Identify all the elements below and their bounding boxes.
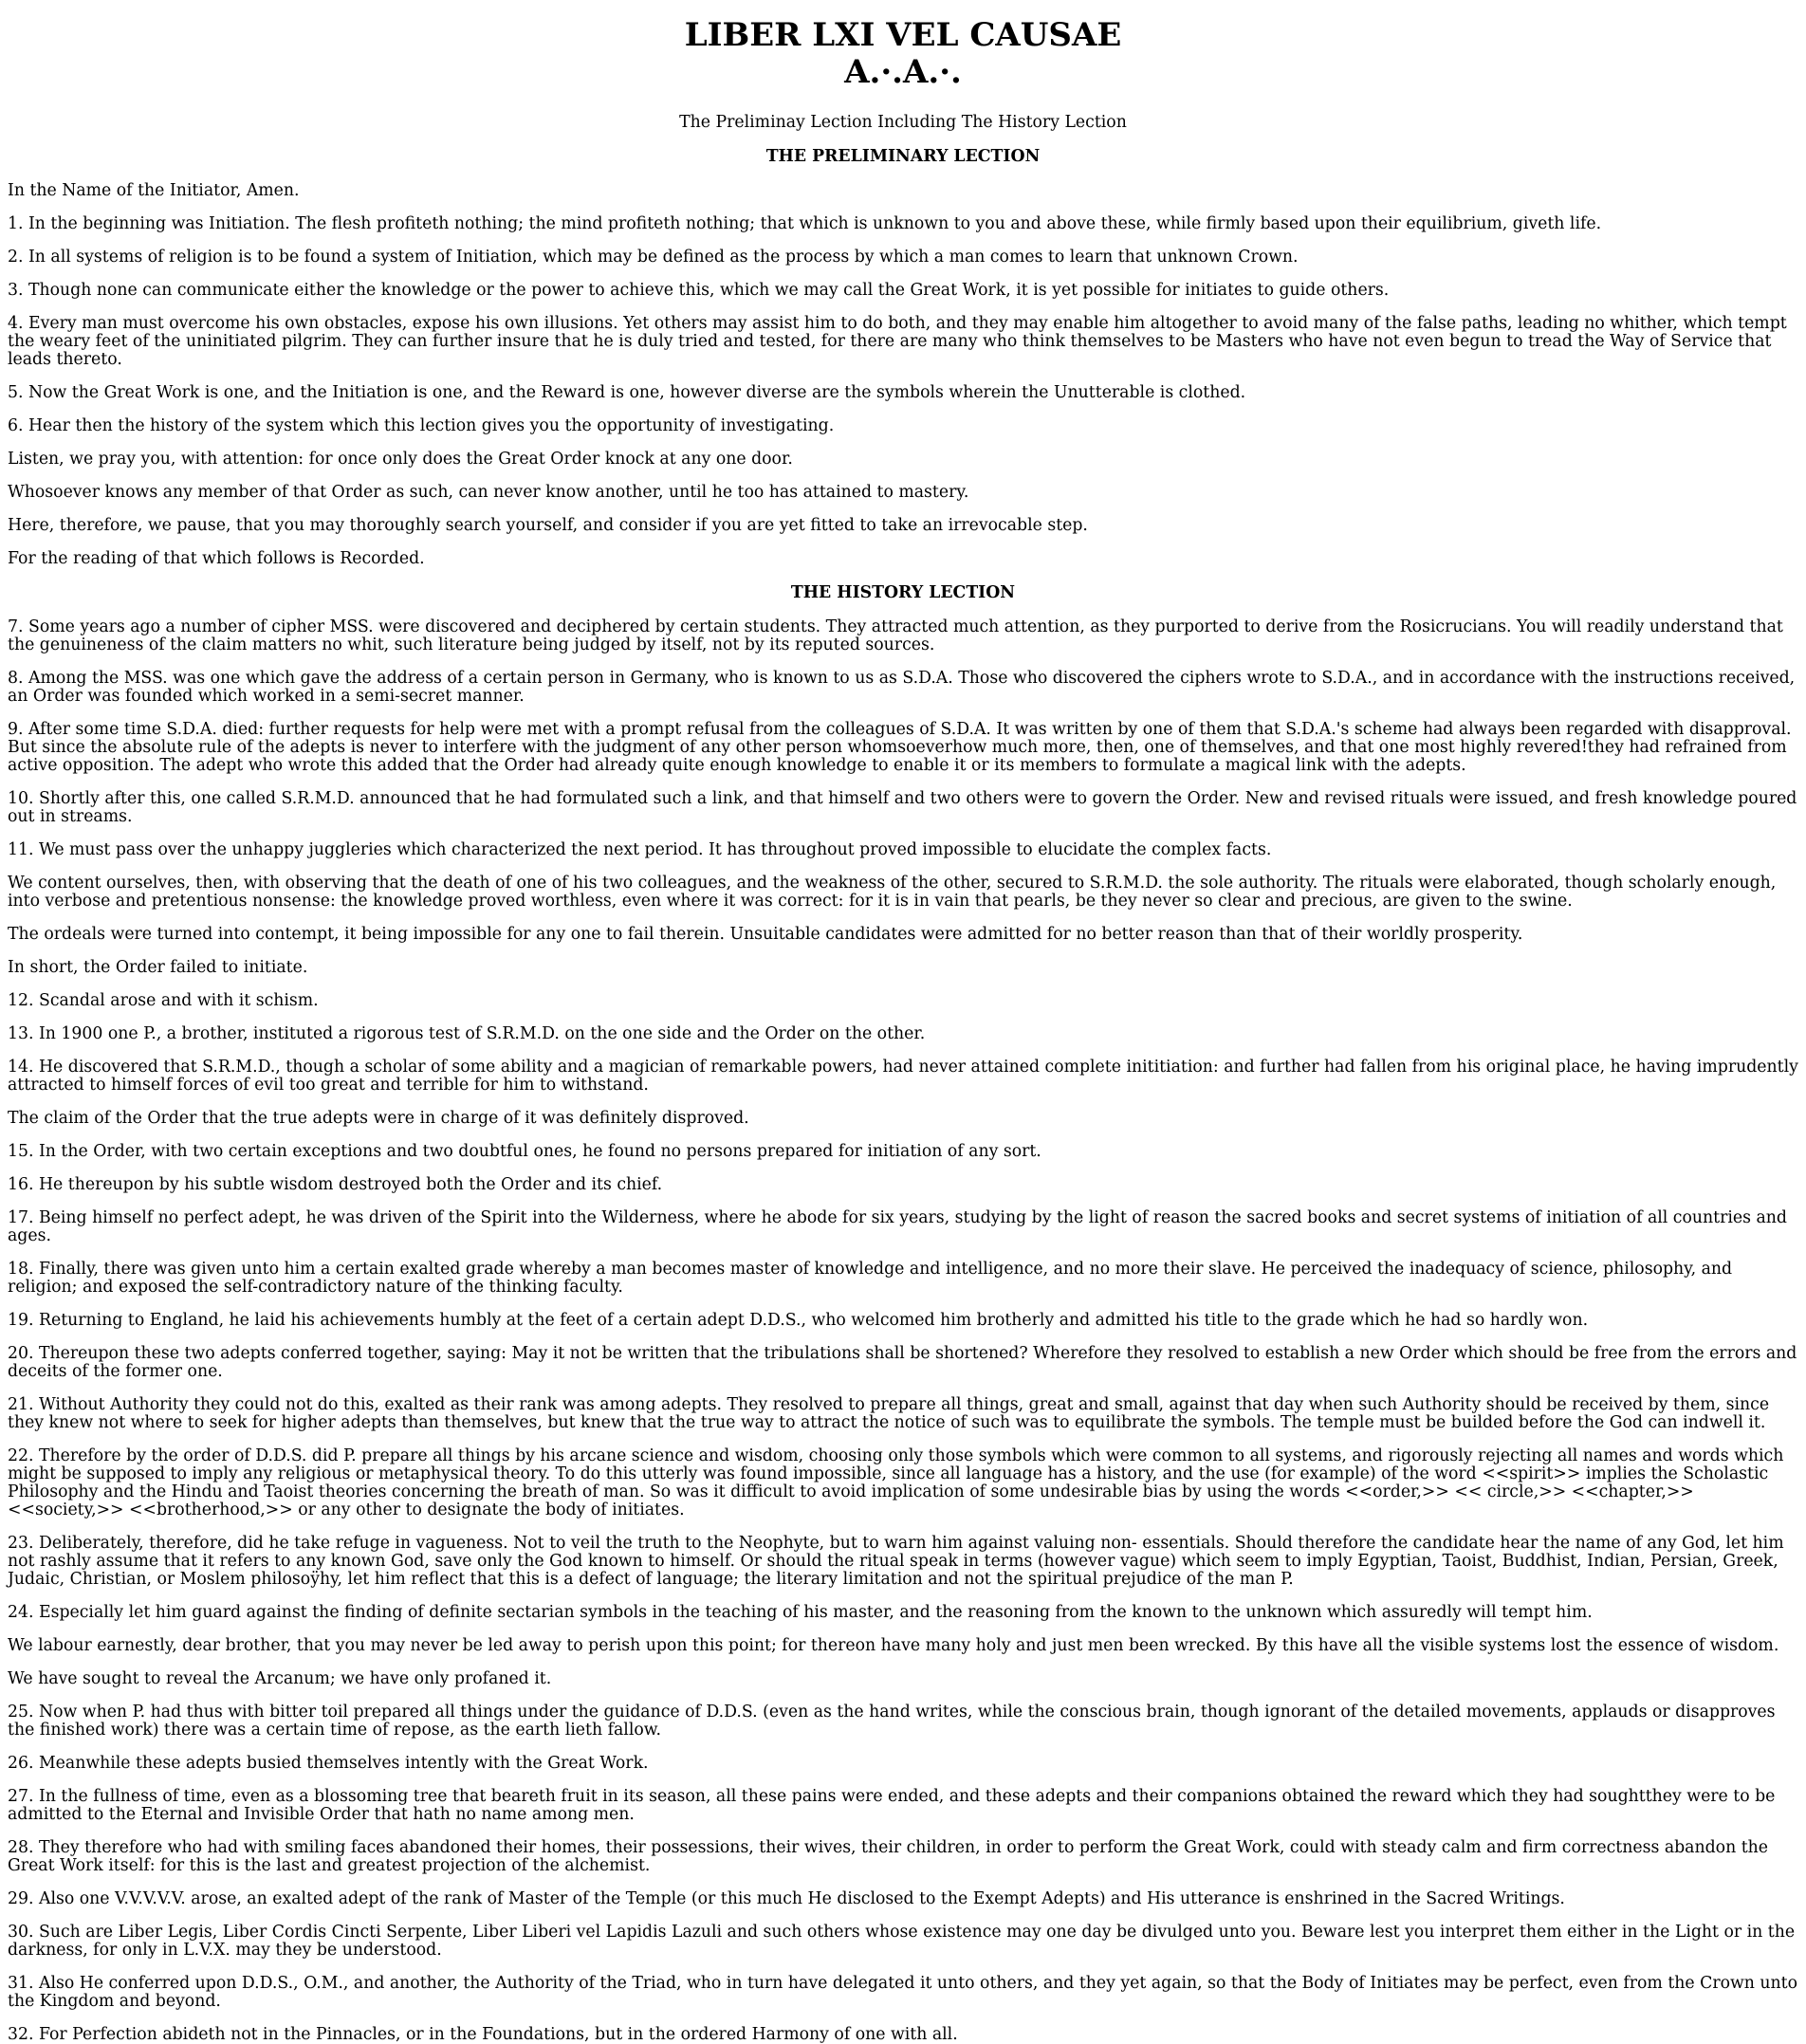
paragraph: 30. Such are Liber Legis, Liber Cordis Cincti Serpente, Liber Liberi vel Lapidis Lazuli and such others whose existence may one day be divulged unto you. Beware lest you interpret them either in the Light or in the darkness, for only in L.V.X. may they be understood.: [8, 1923, 1796, 1960]
paragraph: 2. In all systems of religion is to be found a system of Initiation, which may be defined as the process by which a man comes to learn that unknown Crown.: [8, 248, 1299, 267]
paragraph: 23. Deliberately, therefore, did he take refuge in vagueness. Not to veil the truth to the Neophyte, but to warn him against valuing non- essentials. Should therefore the candidate hear the name of any God, let him not rashly assume that it refers to any known God, save only the God known to himself. Or should the ritual speak in terms (however vague) which seem to imply Egyptian, Taoist, Buddhist, Indian, Persian, Greek, Judaic, Christian, or Moslem philosoÿhy, let him reflect that this is a defect of language; the literary limitation and not the spiritual prejudice of the man P.: [8, 1534, 1784, 1589]
history-lection-body: [8, 618, 1798, 2044]
paragraph: 21. Without Authority they could not do this, exalted as their rank was among adepts. They resolved to prepare all things, great and small, against that day when such Authority should be received by them, since they knew not where to seek for higher adepts than themselves, but knew that the true way to attract the notice of such was to equilibrate the symbols. The temple must be builded before the God can indwell it.: [8, 1395, 1770, 1432]
paragraph: The ordeals were turned into contempt, it being impossible for any one to fail therein. Unsuitable candidates were admitted for no better reason than that of their worldly prosperity.: [8, 925, 1523, 944]
paragraph: 31. Also He conferred upon D.D.S., O.M., and another, the Authority of the Triad, who in turn have delegated it unto others, and they yet again, so that the Body of Initiates may be perfect, even from the Crown unto the Kingdom and beyond.: [8, 1974, 1798, 2011]
paragraph: 20. Thereupon these two adepts conferred together, saying: May it not be written that the tribulations shall be shortened? Wherefore they resolved to establish a new Order which should be free from the errors and deceits of the former one.: [8, 1344, 1797, 1381]
title-line-1: LIBER LXI VEL CAUSAE: [684, 16, 1122, 54]
paragraph: 9. After some time S.D.A. died: further requests for help were met with a prompt refusal from the colleagues of S.D.A. It was written by one of them that S.D.A.'s scheme had always been regarded with disapproval. But since the absolute rule of the adepts is never to interfere with the judgment of any other person whomsoeverhow much more, then, one of themselves, and that one most highly revered!they had refrained from active opposition. The adept who wrote this added that the Order had already quite enough knowledge to enable it or its members to formulate a magical link with the adepts.: [8, 720, 1792, 775]
paragraph: 1. In the beginning was Initiation. The flesh profiteth nothing; the mind profiteth nothing; that which is unknown to you and above these, while firmly based upon their equilibrium, giveth life.: [8, 214, 1602, 233]
paragraph: Whosoever knows any member of that Order as such, can never know another, until he too has attained to mastery.: [8, 483, 969, 502]
paragraph: 19. Returning to England, he laid his achievements humbly at the feet of a certain adept D.D.S., who welcomed him brotherly and admitted his title to the grade which he had so hardly won.: [8, 1311, 1589, 1330]
paragraph: 24. Especially let him guard against the finding of definite sectarian symbols in the teaching of his master, and the reasoning from the known to the unknown which assuredly will tempt him.: [8, 1603, 1593, 1622]
paragraph: 4. Every man must overcome his own obstacles, expose his own illusions. Yet others may assist him to do both, and they may enable him altogether to avoid many of the false paths, leading no whither, which tempt the weary feet of the uninitiated pilgrim. They can further insure that he is duly tried and tested, for there are many who think themselves to be Masters who have not even begun to tread the Way of Service that leads thereto.: [8, 314, 1787, 369]
document-subtitle: The Preliminay Lection Including The History Lection: [679, 113, 1127, 132]
paragraph: The claim of the Order that the true adepts were in charge of it was definitely disproved.: [8, 1109, 749, 1128]
paragraph: For the reading of that which follows is Recorded.: [8, 549, 425, 568]
paragraph: 18. Finally, there was given unto him a certain exalted grade whereby a man becomes master of knowledge and intelligence, and no more their slave. He perceived the inadequacy of science, philosophy, and religion; and exposed the self-contradictory nature of the thinking faculty.: [8, 1260, 1733, 1297]
paragraph: 14. He discovered that S.R.M.D., though a scholar of some ability and a magician of remarkable powers, had never attained complete inititiation: and further had fallen from his original place, he having imprudently attracted to himself forces of evil too great and terrible for him to withstand.: [8, 1058, 1798, 1095]
preliminary-lection-section: [8, 148, 1798, 568]
paragraph: 15. In the Order, with two certain exceptions and two doubtful ones, he found no persons prepared for initiation of any sort.: [8, 1142, 1041, 1161]
preliminary-lection-heading: THE PRELIMINARY LECTION: [765, 147, 1041, 166]
paragraph: 11. We must pass over the unhappy juggleries which characterized the next period. It has throughout proved impossible to elucidate the complex facts.: [8, 840, 1272, 859]
paragraph: 22. Therefore by the order of D.D.S. did P. prepare all things by his arcane science and wisdom, choosing only those symbols which were common to all systems, and rigorously rejecting all names and words which might be supposed to imply any religious or metaphysical theory. To do this utterly was found impossible, since all language has a history, and the use (for example) of the word <<spirit>> implies the Scholastic Philosophy and the Hindu and Taoist theories concerning the breath of man. So was it difficult to avoid implication of some undesirable bias by using the words <<order,>> << circle,>> <<chapter,>> <<society,>> <<brotherhood,>> or any other to designate the body of initiates.: [8, 1446, 1784, 1519]
history-lection-section: [8, 584, 1798, 2044]
paragraph: 3. Though none can communicate either the knowledge or the power to achieve this, which we may call the Great Work, it is yet possible for initiates to guide others.: [8, 281, 1390, 300]
paragraph: We content ourselves, then, with observing that the death of one of his two colleagues, and the weakness of the other, secured to S.R.M.D. the sole authority. The rituals were elaborated, though scholarly enough, into verbose and pretentious nonsense: the knowledge proved worthless, even where it was correct: for it is in vain that pearls, be they never so clear and precious, are given to the swine.: [8, 874, 1777, 911]
title-line-2: A.·.A.·.: [844, 53, 962, 91]
paragraph: We have sought to reveal the Arcanum; we have only profaned it.: [8, 1669, 552, 1688]
paragraph: 28. They therefore who had with smiling faces abandoned their homes, their possessions, their wives, their children, in order to perform the Great Work, could with steady calm and firm correctness abandon the Great Work itself: for this is the last and greatest projection of the alchemist.: [8, 1838, 1769, 1875]
document-title: [8, 17, 1798, 91]
paragraph: 27. In the fullness of time, even as a blossoming tree that beareth fruit in its season, all these pains were ended, and these adepts and their companions obtained the reward which they had soughtthey were to be admitted to the Eternal and Invisible Order that hath no name among men.: [8, 1787, 1776, 1824]
paragraph: 29. Also one V.V.V.V.V. arose, an exalted adept of the rank of Master of the Temple (or this much He disclosed to the Exempt Adepts) and His utterance is enshrined in the Sacred Writings.: [8, 1889, 1565, 1908]
paragraph: Listen, we pray you, with attention: for once only does the Great Order knock at any one door.: [8, 450, 793, 469]
paragraph: 5. Now the Great Work is one, and the Initiation is one, and the Reward is one, however diverse are the symbols wherein the Unutterable is clothed.: [8, 383, 1246, 402]
paragraph: 6. Hear then the history of the system which this lection gives you the opportunity of investigating.: [8, 416, 835, 435]
preliminary-lection-body: [8, 182, 1798, 568]
paragraph: In short, the Order failed to initiate.: [8, 958, 308, 977]
history-lection-heading: THE HISTORY LECTION: [790, 583, 1016, 602]
paragraph: 25. Now when P. had thus with bitter toil prepared all things under the guidance of D.D.S. (even as the hand writes, while the conscious brain, though ignorant of the detailed movements, applauds or disapproves the finished work) there was a certain time of repose, as the earth lieth fallow.: [8, 1703, 1776, 1740]
paragraph: 26. Meanwhile these adepts busied themselves intently with the Great Work.: [8, 1754, 649, 1773]
paragraph: Here, therefore, we pause, that you may thoroughly search yourself, and consider if you are yet fitted to take an irrevocable step.: [8, 516, 1088, 535]
paragraph: 17. Being himself no perfect adept, he was driven of the Spirit into the Wilderness, where he abode for six years, studying by the light of reason the sacred books and secret systems of initiation of all countries and ages.: [8, 1208, 1787, 1245]
paragraph: 13. In 1900 one P., a brother, instituted a rigorous test of S.R.M.D. on the one side and the Order on the other.: [8, 1024, 926, 1043]
paragraph: 32. For Perfection abideth not in the Pinnacles, or in the Foundations, but in the ordered Harmony of one with all.: [8, 2025, 958, 2044]
paragraph: We labour earnestly, dear brother, that you may never be led away to perish upon this point; for thereon have many holy and just men been wrecked. By this have all the visible systems lost the essence of wisdom.: [8, 1636, 1779, 1655]
paragraph: 10. Shortly after this, one called S.R.M.D. announced that he had formulated such a link, and that himself and two others were to govern the Order. New and revised rituals were issued, and fresh knowledge poured out in streams.: [8, 789, 1797, 826]
paragraph: 7. Some years ago a number of cipher MSS. were discovered and deciphered by certain students. They attracted much attention, as they purported to derive from the Rosicrucians. You will readily understand that the genuineness of the claim matters no whit, such literature being judged by itself, not by its reputed sources.: [8, 617, 1783, 654]
paragraph: In the Name of the Initiator, Amen.: [8, 181, 300, 200]
paragraph: 8. Among the MSS. was one which gave the address of a certain person in Germany, who is known to us as S.D.A. Those who discovered the ciphers wrote to S.D.A., and in accordance with the instructions received, an Order was founded which worked in a semi-secret manner.: [8, 669, 1796, 706]
paragraph: 12. Scandal arose and with it schism.: [8, 991, 319, 1010]
paragraph: 16. He thereupon by his subtle wisdom destroyed both the Order and its chief.: [8, 1175, 663, 1194]
